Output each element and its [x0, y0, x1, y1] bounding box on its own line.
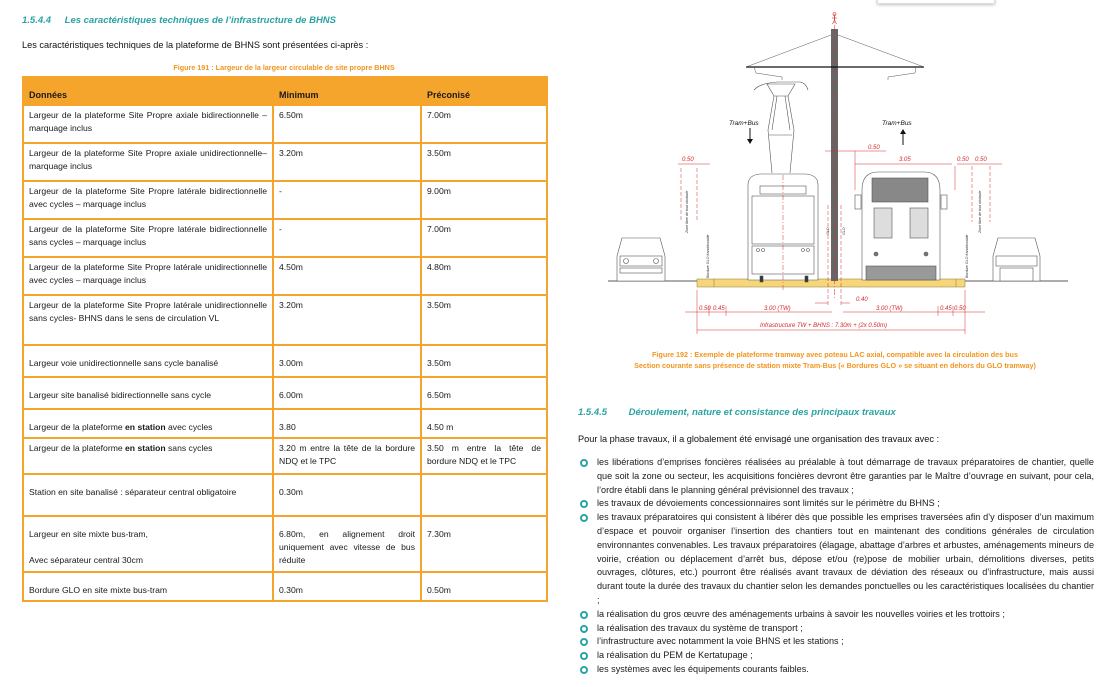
section-heading-1545 [578, 407, 896, 418]
car-right [993, 238, 1040, 281]
cell-label [23, 345, 273, 377]
figure-192-caption [600, 349, 1070, 371]
dim-050-left: 0.50 [682, 157, 694, 163]
stay-wire-left [746, 35, 831, 67]
label-bold: en station [125, 422, 166, 432]
section-intro: Les caractéristiques techniques de la plateforme de BHNS sont présentées ci-après : [22, 40, 369, 50]
dim-bottom-045-right: 0.45 [940, 306, 952, 312]
cell-min-text: 6.00m [279, 390, 303, 400]
cell-min: 3.20m [273, 143, 421, 181]
cell-pref [421, 345, 547, 377]
arrow-up-icon [900, 129, 906, 145]
bullet-icon [580, 666, 588, 674]
spec-table [22, 76, 548, 602]
stay-wire-right [838, 35, 924, 67]
bullet-icon [580, 611, 588, 619]
cell-label: Largeur de la plateforme Site Propre latérale bidirectionnelle avec cycles – marquage inclus [23, 181, 273, 219]
list-item-text: la réalisation des travaux du système de transport ; [597, 622, 803, 633]
cell-label [23, 474, 273, 516]
cell-label-text: Station en site banalisé : séparateur central obligatoire [29, 487, 237, 497]
dim-040: 0.40 [856, 297, 868, 303]
header-donnees: Données [23, 76, 273, 105]
dim-tw-left: 3.00 (TW) [764, 306, 791, 312]
dropper-right [888, 67, 916, 80]
dim-050-right-a: 0.50 [957, 157, 969, 163]
table-row [23, 295, 547, 345]
cell-label: Largeur de la plateforme Site Propre latérale unidirectionnelle avec cycles – marquage inclus [23, 257, 273, 295]
dim-tw-right: 3.00 (TW) [876, 306, 903, 312]
cell-label [23, 516, 273, 572]
cell-pref-text: 7.30m [427, 529, 451, 539]
dim-bottom-050-left: 0.50 [699, 306, 711, 312]
list-item [578, 622, 1094, 636]
list-item-text: les systèmes avec les équipements courants faibles. [597, 663, 809, 674]
cell-label: Largeur de la plateforme Site Propre latérale bidirectionnelle sans cycles – marquage inclus [23, 219, 273, 257]
cell-min-text: 6.80m, en alignement droit uniquement avec vitesse de bus réduite [279, 529, 415, 565]
cell-min-text: 3.00m [279, 358, 303, 368]
section-number: 1.5.4.5 [578, 407, 608, 418]
table-row [23, 572, 547, 601]
tram-bus-label-left: Tram+Bus [729, 120, 759, 127]
cell-pref [421, 516, 547, 572]
bordure-label-left: Bordure GLO franchissable [706, 234, 710, 278]
list-item [578, 663, 1094, 677]
table-row [23, 438, 547, 474]
table-row [23, 516, 547, 572]
zone-libre-label-right: Zone libre de tout obstacle [978, 190, 982, 233]
list-item-text: l’infrastructure avec notamment la voie BHNS et les stations ; [597, 636, 844, 647]
cell-label: Largeur de la plateforme Site Propre axiale bidirectionnelle – marquage inclus [23, 105, 273, 143]
cell-label: Largeur de la plateforme Site Propre axiale unidirectionnelle– marquage inclus [23, 143, 273, 181]
cell-min: 6.50m [273, 105, 421, 143]
cell-label: Largeur de la plateforme Site Propre latérale unidirectionnelle sans cycles- BHNS dans le sens de circulation VL [23, 295, 273, 345]
dim-bottom-050-right: 0.50 [954, 306, 966, 312]
bus-front-right [855, 172, 947, 280]
dim-050-right-b: 0.50 [975, 157, 987, 163]
cell-min [273, 572, 421, 601]
zone-libre-label-left: Zone libre de tout obstacle [685, 190, 689, 233]
cell-pref [421, 572, 547, 601]
cell-pref: 3.50 m entre la tête de bordure NDQ et le TPC [421, 438, 547, 474]
cell-pref: 4.80m [421, 257, 547, 295]
cell-label [23, 377, 273, 409]
pantograph [754, 82, 808, 173]
cell-label-text: Bordure GLO en site mixte bus-tram [29, 585, 168, 595]
label-part: Largeur de la plateforme [29, 443, 126, 453]
bullet-icon [580, 652, 588, 660]
cell-label [23, 409, 273, 438]
cell-min-text: 0.30m [279, 487, 303, 497]
list-item [578, 497, 1094, 511]
section-title: Déroulement, nature et consistance des principaux travaux [628, 407, 896, 418]
table-row [23, 345, 547, 377]
label-bold: en station [125, 443, 166, 453]
list-item-text: les travaux préparatoires qui consistent à libérer dès que possible les emprises traversées afin d’y disposer d’un maximum d’espace et pouvoir organiser l’insertion des chantiers tout en maintenant des conditions générales de circulation environnantes convenables. Les travaux préparatoires (élagage, abattage d’arbres et arbustes, aménagements mineurs de voirie, création ou déplacement d’arrêt bus, dépose et/ou (re)pose de mobilier urbain, démolitions diverses, petits ouvrages, clôtures, etc.) pourront être réalisés avant travaux de déviation des réseaux ou d’infrastructure, mais aussi durant toute la durée des travaux du chantier selon les demandes ponctuelles ou les caractéristiques localisées du chantier ; [597, 512, 1094, 605]
works-list [578, 456, 1094, 677]
cell-min [273, 409, 421, 438]
list-item [578, 608, 1094, 622]
cell-pref [421, 409, 547, 438]
list-item [578, 511, 1094, 608]
cell-pref: 9.00m [421, 181, 547, 219]
tram-bus-label-right: Tram+Bus [882, 120, 912, 127]
glo-label-left: GLO [826, 227, 830, 235]
bullet-icon [580, 625, 588, 633]
header-preconise: Préconisé [421, 76, 547, 105]
label-part: Largeur de la plateforme [29, 422, 126, 432]
arrow-down-icon [747, 128, 753, 144]
dim-050-pole: 0.50 [868, 145, 880, 151]
bullet-icon [580, 638, 588, 646]
figure-192-diagram [600, 0, 1070, 340]
list-item-text: les travaux de dévoiements concessionnaires sont limités sur le périmètre du BHNS ; [597, 498, 940, 509]
cell-min [273, 377, 421, 409]
label-part: avec cycles [165, 422, 213, 432]
cell-pref-text: 4.50 m [427, 422, 454, 432]
table-row [23, 474, 547, 516]
section-title: Les caractéristiques techniques de l’infrastructure de BHNS [64, 15, 337, 26]
table-row [23, 377, 547, 409]
cell-min-text: 3.80 [279, 422, 296, 432]
bullet-icon [580, 500, 588, 508]
cell-pref: 3.50m [421, 143, 547, 181]
list-item-text: la réalisation du gros œuvre des aménagements urbains à savoir les nouvelles voiries et les trottoirs ; [597, 608, 1005, 619]
cell-label-text: Largeur site banalisé bidirectionnelle sans cycle [29, 390, 212, 400]
cell-pref-text: 6.50m [427, 390, 451, 400]
bullet-icon [580, 514, 588, 522]
table-row [23, 143, 547, 181]
cell-min: 4.50m [273, 257, 421, 295]
cell-min: - [273, 219, 421, 257]
table-row [23, 257, 547, 295]
label-part: sans cycles [165, 443, 213, 453]
section-number: 1.5.4.4 [22, 15, 52, 26]
cell-min [273, 516, 421, 572]
cell-pref: 7.00m [421, 105, 547, 143]
list-item [578, 635, 1094, 649]
table-row [23, 409, 547, 438]
table-row [23, 219, 547, 257]
list-item-text: la réalisation du PEM de Kertatupage ; [597, 650, 753, 661]
cell-pref-text: 3.50m [427, 358, 451, 368]
cell-pref [421, 474, 547, 516]
car-left [617, 238, 665, 281]
cell-min [273, 345, 421, 377]
table-row [23, 181, 547, 219]
dim-305: 3.05 [899, 157, 911, 163]
cell-label [23, 438, 273, 474]
list-item [578, 456, 1094, 497]
cell-min: 3.20m [273, 295, 421, 345]
bullet-icon [580, 459, 588, 467]
table-row [23, 105, 547, 143]
section-intro: Pour la phase travaux, il a globalement été envisagé une organisation des travaux avec : [578, 434, 940, 444]
figure-191-caption: Figure 191 : Largeur de la largeur circulable de site propre BHNS [173, 63, 395, 72]
cell-label-line1: Largeur en site mixte bus-tram, [29, 529, 148, 539]
dim-bottom-045-left: 0.45 [713, 306, 725, 312]
bordure-label-right: Bordure GLO franchissable [965, 234, 969, 278]
cell-min: - [273, 181, 421, 219]
cell-label-text [29, 413, 267, 434]
cell-label-line2: Avec séparateur central 30cm [29, 555, 144, 565]
glo-label-right: GLO [842, 227, 846, 235]
cell-pref: 3.50m [421, 295, 547, 345]
cell-min: 3.20 m entre la tête de la bordure NDQ et le TPC [273, 438, 421, 474]
cell-min-text: 0.30m [279, 585, 303, 595]
figure-192-caption-line2: Section courante sans présence de station mixte Tram-Bus (« Bordures GLO » se situant en dehors du GLO tramway) [634, 361, 1036, 370]
list-item [578, 649, 1094, 663]
cell-pref: 7.00m [421, 219, 547, 257]
section-heading-1544 [22, 15, 336, 26]
dim-infrastructure: Infrastructure TW + BHNS : 7.30m + (2x 0.50m) [760, 323, 888, 329]
cell-label [23, 572, 273, 601]
dropper-left [754, 67, 782, 80]
list-item-text: les libérations d’emprises foncières réalisées au préalable à tout démarrage de travaux préparatoires de chantier, quelle que soit la zone ou secteur, les acquisitions foncières devront être garanties par le Maître d’ouvrage en suivant, pour cela, l’ordre établi dans le planning général prévisionnel des travaux ; [597, 457, 1094, 495]
cell-pref [421, 377, 547, 409]
cell-min [273, 474, 421, 516]
header-minimum: Minimum [273, 76, 421, 105]
cell-label-text: Largeur voie unidirectionnelle sans cycle banalisé [29, 358, 219, 368]
table-header-row [23, 76, 547, 105]
figure-192-caption-line1: Figure 192 : Exemple de plateforme tramway avec poteau LAC axial, compatible avec la circulation des bus [652, 350, 1018, 359]
cell-pref-text: 0.50m [427, 585, 451, 595]
